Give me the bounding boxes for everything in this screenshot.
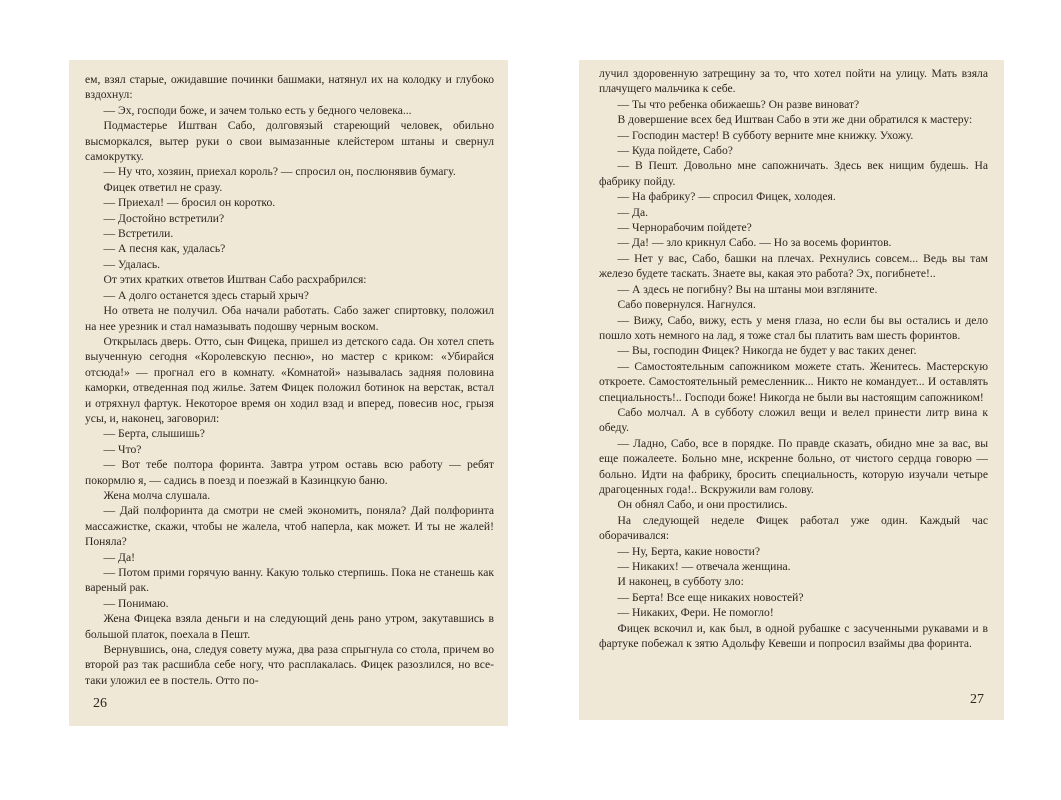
paragraph: — Достойно встретили?	[103, 211, 225, 225]
right-page	[579, 60, 1004, 720]
paragraph: — Никаких, Фери. Не помогло!	[617, 606, 774, 620]
paragraph: — Эх, господи боже, и зачем только есть у бедного человека...	[103, 103, 412, 117]
paragraph: — На фабрику? — спросил Фицек, холодея.	[617, 190, 836, 204]
paragraph: И наконец, в субботу зло:	[617, 575, 744, 589]
paragraph: — А долго останется здесь старый хрыч?	[103, 288, 309, 302]
paragraph: — А здесь не погибну? Вы на штаны мои взгляните.	[617, 282, 878, 296]
paragraph: Сабо повернулся. Нагнулся.	[617, 298, 756, 312]
paragraph: Подмастерье Иштван Сабо, долговязый стареющий человек, обильно высморкался, вытер руки о свои вымазанные клейстером штаны и свернул самокрутку.	[85, 119, 494, 164]
paragraph: — Нет у вас, Сабо, башки на плечах. Рехнулись совсем... Ведь вы там железо будете таскать. Знаете вы, какая это работа? Эх, погибнете!..	[599, 251, 988, 281]
paragraph: — А песня как, удалась?	[103, 242, 226, 256]
paragraph: — Ну, Берта, какие новости?	[617, 544, 760, 558]
paragraph: — Потом прими горячую ванну. Какую только стерпишь. Пока не станешь как вареный рак.	[85, 566, 494, 595]
paragraph: — Ладно, Сабо, все в порядке. По правде сказать, обидно мне за вас, вы еще пожалеете. Больно мне, искренне больно, от чистого сердца говорю — больно. Идти на фабрику, бросить специальность, которую изучали четыре драгоценных года!.. Вскружили вам голову.	[599, 436, 988, 496]
paragraph: — Вижу, Сабо, вижу, есть у меня глаза, но если бы вы остались и дело пошло хоть немного на лад, я тоже стал бы платить вам шесть форинтов.	[599, 313, 988, 342]
paragraph: — Да!	[103, 550, 135, 564]
paragraph: От этих кратких ответов Иштван Сабо расхрабрился:	[103, 273, 367, 287]
paragraph: — Да.	[617, 205, 648, 219]
paragraph: — Ты что ребенка обижаешь? Он разве виноват?	[617, 97, 860, 111]
paragraph: Он обнял Сабо, и они простились.	[617, 498, 788, 512]
paragraph: — Да! — зло крикнул Сабо. — Но за восемь форинтов.	[617, 236, 892, 250]
paragraph: — Вот тебе полтора форинта. Завтра утром оставь всю работу — ребят покормлю я, — садись в поезд и поезжай в Казинцкую баню.	[85, 458, 494, 487]
paragraph: — Приехал! — бросил он коротко.	[103, 196, 276, 210]
paragraph: Вернувшись, она, следуя совету мужа, два раза спрыгнула со стола, причем во второй раз так расшибла себе ногу, что расплакалась. Фицек разозлился, но все-таки уложил ее в постель. Отто по-	[85, 643, 494, 687]
paragraph: — Понимаю.	[103, 596, 169, 610]
left-page-text	[85, 72, 494, 688]
paragraph: — Удалась.	[103, 257, 161, 271]
paragraph: Сабо молчал. А в субботу сложил вещи и велел принести литр вина к обеду.	[599, 405, 988, 435]
page-number: 26	[93, 696, 107, 711]
paragraph: — Дай полфоринта да смотри не смей экономить, поняла? Дай полфоринта массажистке, скажи, чтобы не жалела, чтоб наперла, как может. И ты не жалей! Поняла?	[85, 504, 494, 549]
paragraph: Жена Фицека взяла деньги и на следующий день рано утром, закутавшись в большой платок, поехала в Пешт.	[85, 612, 494, 641]
paragraph: — В Пешт. Довольно мне сапожничать. Здесь век нищим будешь. На фабрику пойду.	[599, 159, 988, 188]
paragraph: лучил здоровенную затрещину за то, что хотел пойти на улицу. Мать взяла плачущего мальчика к себе.	[599, 67, 988, 96]
right-page-text	[599, 66, 988, 651]
paragraph: — Самостоятельным сапожником можете стать. Женитесь. Мастерскую откроете. Самостоятельный ремесленник... Никто не командует... И оставлять специальность!.. Господи боже! Никогда не были вы настоящим сапожником!	[599, 359, 988, 404]
page-number: 27	[970, 692, 984, 707]
paragraph: — Куда пойдете, Сабо?	[617, 144, 733, 158]
paragraph: Жена молча слушала.	[103, 488, 211, 502]
paragraph: — Ну что, хозяин, приехал король? — спросил он, послюнявив бумагу.	[103, 165, 456, 179]
paragraph: — Никаких! — отвечала женщина.	[617, 560, 791, 573]
paragraph: Но ответа не получил. Оба начали работать. Сабо зажег спиртовку, положил на нее урезник и стал намазывать подошву черным воском.	[85, 304, 494, 333]
paragraph: — Берта, слышишь?	[103, 427, 205, 441]
paragraph: — Чернорабочим пойдете?	[617, 221, 752, 235]
paragraph: — Господин мастер! В субботу верните мне книжку. Ухожу.	[617, 128, 914, 142]
paragraph: В довершение всех бед Иштван Сабо в эти же дни обратился к мастеру:	[617, 113, 973, 127]
paragraph: На следующей неделе Фицек работал уже один. Каждый час оборачивался:	[599, 513, 988, 543]
paragraph: ем, взял старые, ожидавшие починки башмаки, натянул их на колодку и глубоко вздохнул:	[85, 73, 494, 102]
paragraph: Открылась дверь. Отто, сын Фицека, пришел из детского сада. Он хотел спеть выученную сегодня «Королевскую песню», но мастер с криком: «Убирайся отсюда!» — прогнал его в комнату. «Комнатой» называлась задняя половина каморки, отведенная под жилье. Затем Фицек положил ботинок на верстак, встал и отряхнул фартук. Некоторое время он ходил взад и вперед, повесив нос, грызя усы, и, наконец, заговорил:	[85, 334, 494, 425]
paragraph: — Что?	[103, 442, 142, 456]
paragraph: — Встретили.	[103, 227, 174, 241]
paragraph: Фицек вскочил и, как был, в одной рубашке с засученными рукавами и в фартуке побежал к зятю Адольфу Кевеши и попросил взаймы два форинта.	[599, 621, 988, 651]
paragraph: Фицек ответил не сразу.	[103, 180, 223, 194]
paragraph: — Вы, господин Фицек? Никогда не будет у вас таких денег.	[617, 344, 917, 358]
paragraph: — Берта! Все еще никаких новостей?	[617, 590, 804, 604]
left-page	[69, 60, 508, 726]
